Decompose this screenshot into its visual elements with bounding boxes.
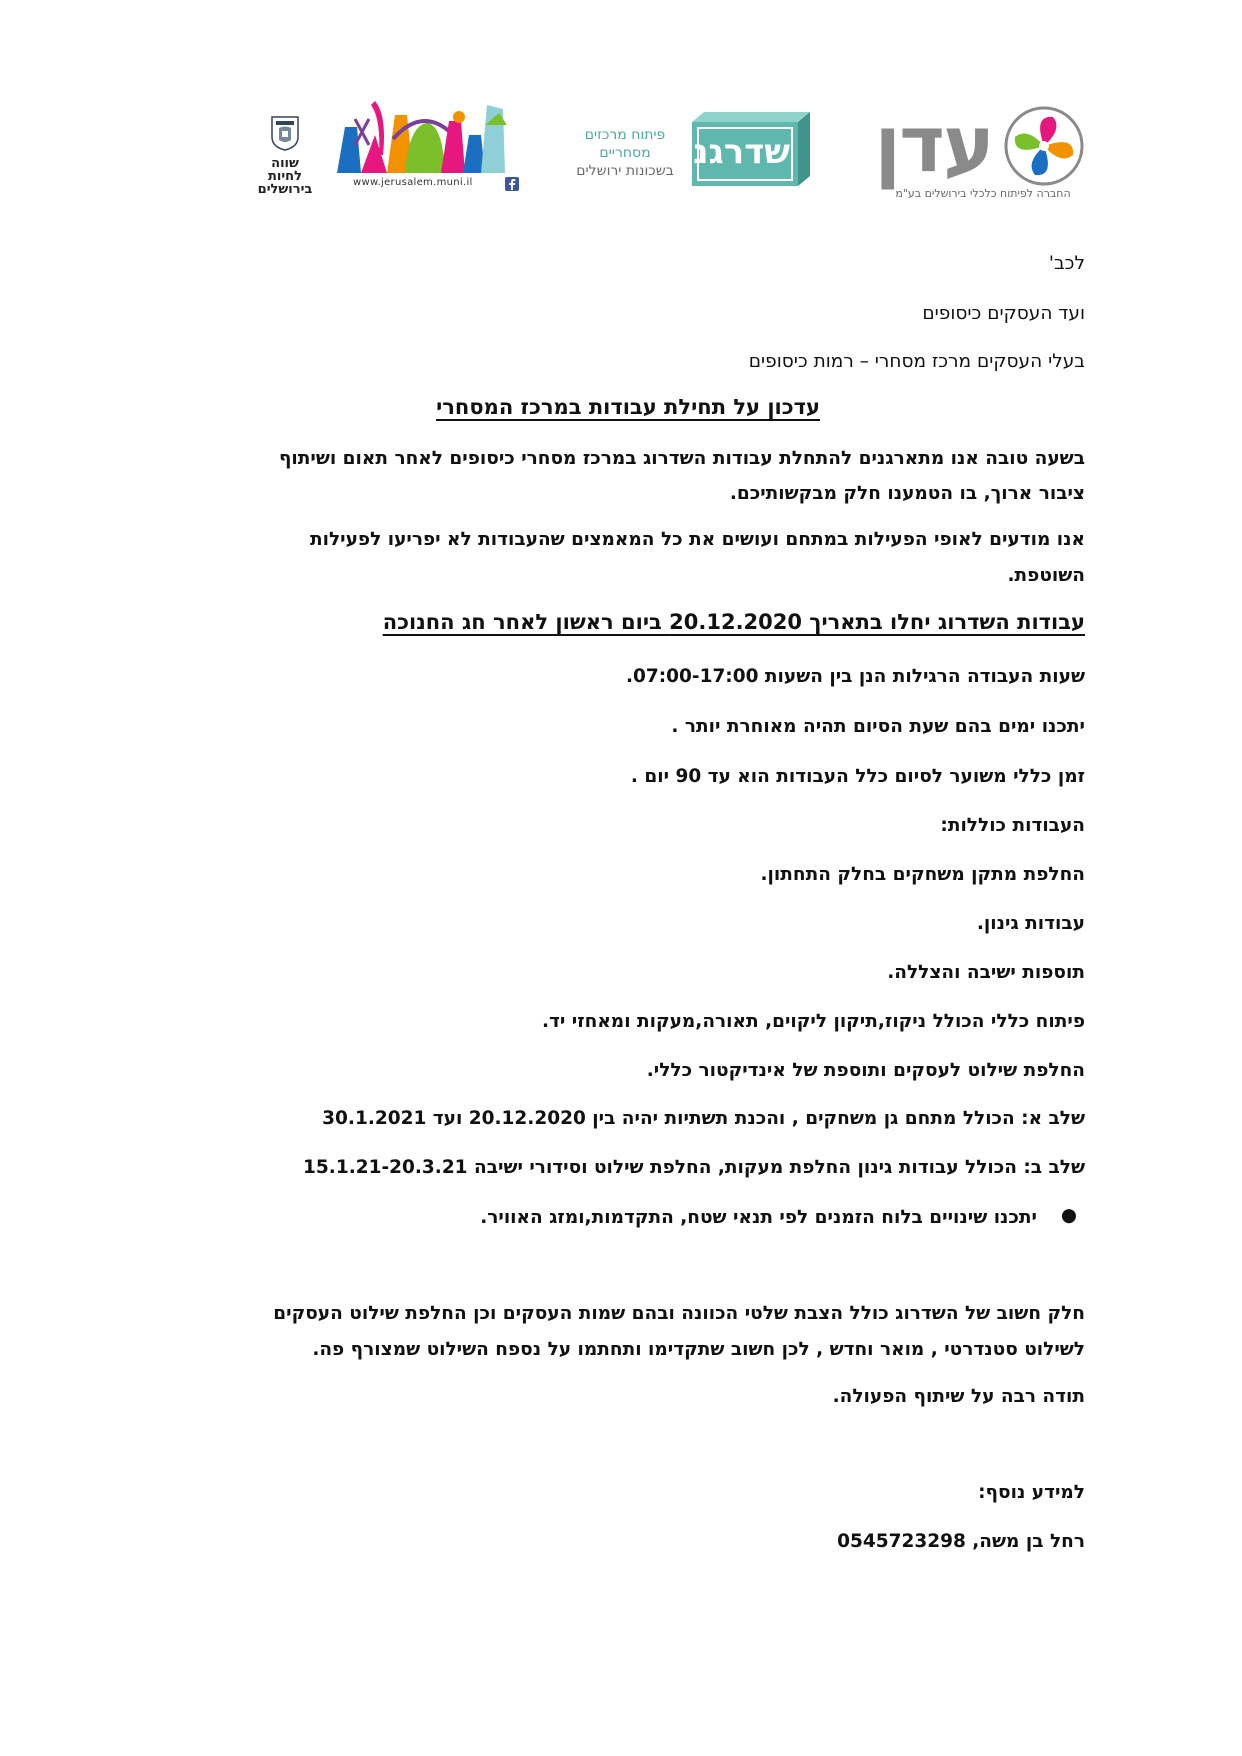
shadreg-tagline-line3: בשכונות ירושלים bbox=[576, 163, 674, 179]
shadreg-word: שדרגנו bbox=[681, 132, 790, 172]
work-item-development: פיתוח כללי הכולל ניקוז,תיקון ליקוים, תאורה,מעקות ומאחזי יד. bbox=[541, 1011, 1085, 1032]
paragraph-1-line-2: ציבור ארוך, בו הטמענו חלק מבקשותיכם. bbox=[729, 483, 1085, 504]
paragraph-1-line-1: בשעה טובה אנו מתארגנים להתחלת עבודות השדרוג במרכז מסחרי כיסופים לאחר תאום ושיתוף bbox=[278, 448, 1085, 469]
thanks-line: תודה רבה על שיתוף הפעולה. bbox=[832, 1386, 1085, 1407]
phase-b: שלב ב: הכולל עבודות גינון החלפת מעקות, החלפת שילוט וסידורי ישיבה 15.1.21-20.3.21 bbox=[303, 1157, 1085, 1178]
start-date-heading: עבודות השדרוג יחלו בתאריך 20.12.2020 ביום ראשון לאחר חג החנוכה bbox=[382, 610, 1085, 634]
signage-paragraph-line-2: לשילוט סטנדרטי , מואר וחדש , לכן חשוב שתקדימו ותחתמו על נספח השילוט שמצורף פה. bbox=[312, 1339, 1085, 1360]
work-item-signage: החלפת שילוט לעסקים ותוספת של אינדיקטור כללי. bbox=[646, 1060, 1085, 1081]
jerusalem-slogan bbox=[255, 157, 315, 196]
contact-line: רחל בן משה, 0545723298 bbox=[837, 1531, 1085, 1552]
signage-paragraph-line-1: חלק חשוב של השדרוג כולל הצבת שלטי הכוונה ובהם שמות העסקים וכן החלפת שילוט העסקים bbox=[273, 1303, 1085, 1324]
letter-title: עדכון על תחילת עבודות במרכז המסחרי bbox=[436, 395, 820, 419]
work-item-playground: החלפת מתקן משחקים בחלק התחתון. bbox=[760, 864, 1085, 885]
work-item-seating: תוספות ישיבה והצללה. bbox=[887, 962, 1085, 983]
bullet-dot-icon: ● bbox=[1060, 1205, 1077, 1226]
jerusalem-url: www.jerusalem.muni.il bbox=[353, 177, 473, 188]
eden-logo bbox=[874, 100, 1090, 200]
salutation: לכב' bbox=[1048, 253, 1085, 274]
shadreg-logo bbox=[570, 110, 820, 190]
eden-word: עדן bbox=[874, 100, 993, 190]
shadreg-tagline-line2: מסחריים bbox=[599, 145, 651, 161]
working-hours: שעות העבודה הרגילות הנן בין השעות 07:00-17:00. bbox=[625, 666, 1085, 687]
more-info-heading: למידע נוסף: bbox=[978, 1482, 1085, 1503]
eden-flower-icon bbox=[1003, 105, 1085, 187]
recipient-committee: ועד העסקים כיסופים bbox=[922, 303, 1085, 324]
phase-a: שלב א: הכולל מתחם גן משחקים , והכנת תשתיות יהיה בין 20.12.2020 ועד 30.1.2021 bbox=[322, 1108, 1085, 1129]
shadreg-tagline-line1: פיתוח מרכזים bbox=[584, 127, 666, 143]
jerusalem-skyline-icon bbox=[335, 95, 510, 177]
late-days-note: יתכנו ימים בהם שעת הסיום תהיה מאוחרת יותר . bbox=[671, 716, 1085, 737]
shadreg-tagline bbox=[570, 126, 680, 180]
jerusalem-slogan-line1: שווה לחיות bbox=[268, 156, 302, 184]
schedule-change-bullet: יתכנו שינויים בלוח הזמנים לפי תנאי שטח, התקדמות,ומזג האוויר. bbox=[480, 1207, 1037, 1228]
jerusalem-emblem-icon bbox=[270, 115, 300, 151]
recipient-business-owners: בעלי העסקים מרכז מסחרי – רמות כיסופים bbox=[748, 351, 1085, 372]
eden-tagline: החברה לפיתוח כלכלי בירושלים בע"מ bbox=[895, 187, 1071, 200]
facebook-icon bbox=[505, 177, 519, 191]
jerusalem-municipality-logo bbox=[255, 95, 525, 195]
paragraph-2-line-2: השוטפת. bbox=[1007, 565, 1085, 586]
duration-estimate: זמן כללי משוער לסיום כלל העבודות הוא עד 90 יום . bbox=[630, 766, 1085, 787]
paragraph-2-line-1: אנו מודעים לאופי הפעילות במתחם ועושים את כל המאמצים שהעבודות לא יפריעו לפעילות bbox=[309, 529, 1085, 550]
jerusalem-slogan-line2: בירושלים bbox=[257, 182, 313, 197]
work-item-gardening: עבודות גינון. bbox=[976, 913, 1085, 934]
works-include-heading: העבודות כוללות: bbox=[940, 815, 1085, 836]
